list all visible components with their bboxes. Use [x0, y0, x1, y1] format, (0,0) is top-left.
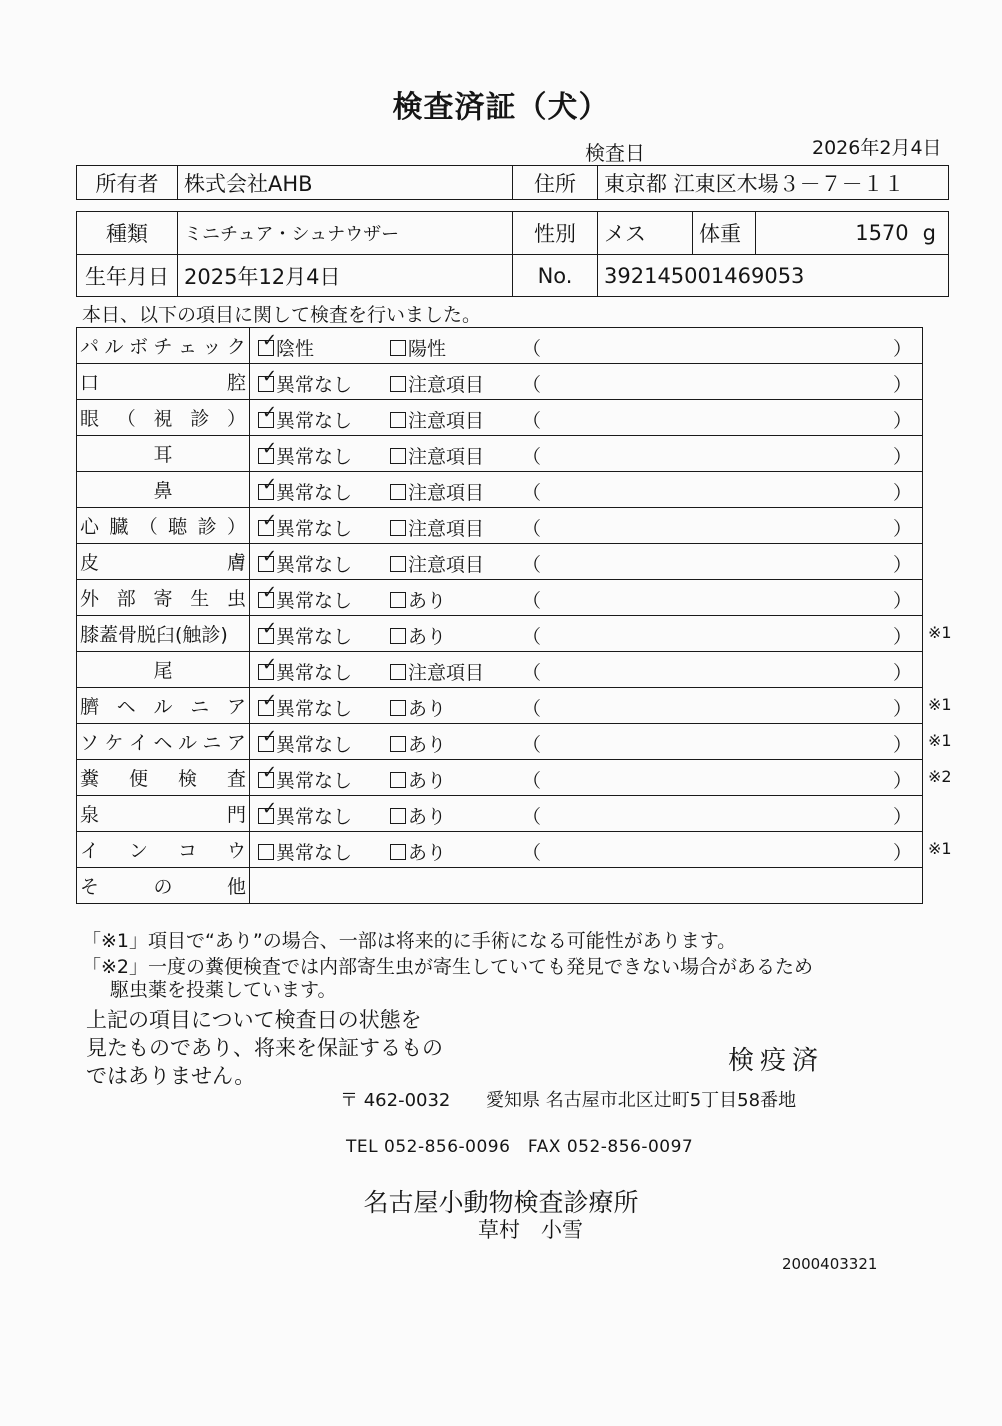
checklist-row [77, 364, 923, 400]
checklist-result [250, 868, 923, 904]
item-label-text: 耳 [153, 444, 173, 466]
checkbox-icon[interactable] [390, 700, 406, 716]
label-char: 診 [190, 408, 210, 430]
checklist-item-label [77, 724, 250, 760]
checkbox-checked-icon[interactable] [258, 330, 278, 356]
label-char: ヘ [153, 732, 173, 754]
label-char: パ [80, 336, 100, 358]
checklist-result [250, 328, 923, 364]
label-char: 外 [80, 588, 100, 610]
label-char: 臓 [109, 516, 129, 538]
checklist-result [250, 652, 923, 688]
option-normal[interactable] [258, 510, 353, 541]
label-char: ッ [202, 336, 222, 358]
checkbox-icon[interactable] [390, 556, 406, 572]
no-label: No. [513, 255, 598, 297]
checkbox-checked-icon[interactable] [258, 654, 278, 680]
item-label-text [80, 512, 246, 539]
label-char: ル [104, 336, 124, 358]
weight-label: 体重 [693, 212, 756, 254]
disclaimer-line: 見たものであり、将来を保証するもの [86, 1036, 443, 1060]
label-char: 診 [197, 516, 217, 538]
disclaimer-line: ではありません。 [86, 1064, 256, 1088]
remarks-paren-close: ） [892, 770, 912, 792]
option-label: あり [408, 842, 447, 864]
label-char: イ [80, 840, 100, 862]
label-char: 寄 [153, 588, 173, 610]
remarks-paren-open: （ [522, 446, 542, 468]
checkbox-icon[interactable] [390, 736, 406, 752]
item-label-text [80, 584, 246, 611]
remarks-paren-close: ） [892, 374, 912, 396]
check-mark-icon: ✓ [262, 798, 278, 819]
checklist-item-label [77, 652, 250, 688]
option-normal[interactable] [258, 582, 353, 613]
checkbox-checked-icon[interactable] [258, 402, 278, 428]
intro-text: 本日、以下の項目に関して検査を行いました。 [82, 304, 482, 326]
checklist-result [250, 580, 923, 616]
label-char: 生 [190, 588, 210, 610]
checklist-row [77, 832, 923, 868]
clinic-address: 愛知県 名古屋市北区辻町5丁目58番地 [486, 1090, 797, 1111]
checklist-result [250, 400, 923, 436]
option-normal[interactable] [258, 546, 353, 577]
check-mark-icon: ✓ [262, 402, 278, 423]
option-abnormal[interactable] [390, 766, 446, 793]
owner-table [76, 165, 949, 200]
option-label: 注意項目 [408, 554, 485, 576]
breed-value: ミニチュア・シュナウザー [178, 212, 513, 255]
check-mark-icon: ✓ [262, 510, 278, 531]
checkbox-icon[interactable] [390, 664, 406, 680]
option-label: 異常なし [276, 374, 353, 396]
checkbox-icon[interactable] [390, 448, 406, 464]
item-label-text [80, 548, 246, 575]
remarks-paren-close: ） [892, 554, 912, 576]
label-char: 部 [116, 588, 136, 610]
label-char: イ [128, 732, 148, 754]
option-label: 異常なし [276, 698, 353, 720]
check-mark-icon: ✓ [262, 762, 278, 783]
checklist-result [250, 760, 923, 796]
option-label: 注意項目 [408, 374, 485, 396]
label-char: ソ [80, 732, 100, 754]
option-label: 異常なし [276, 410, 353, 432]
check-mark-icon: ✓ [262, 330, 278, 351]
option-label: 異常なし [276, 806, 353, 828]
label-char: 泉 [80, 804, 100, 826]
item-label-text [80, 692, 246, 719]
item-label-text: 膝蓋骨脱臼(触診) [80, 624, 228, 646]
item-label-text [80, 764, 246, 791]
checklist-row [77, 508, 923, 544]
label-char: ン [128, 840, 148, 862]
item-label-text [80, 872, 246, 899]
birth-value: 2025年12月4日 [178, 255, 513, 297]
sex-weight-cell [598, 212, 949, 255]
checkbox-checked-icon[interactable] [258, 726, 278, 752]
option-label: 異常なし [276, 662, 353, 684]
checklist-item-label [77, 328, 250, 364]
item-label-text [80, 404, 246, 431]
check-mark-icon: ✓ [262, 726, 278, 747]
checklist-item-label [77, 688, 250, 724]
checklist-result [250, 364, 923, 400]
clinic-name: 名古屋小動物検査診療所 [363, 1188, 639, 1217]
option-label: 異常なし [276, 734, 353, 756]
exam-date-label: 検査日 [585, 141, 645, 165]
label-char: ェ [177, 336, 197, 358]
checkbox-checked-icon[interactable] [258, 546, 278, 572]
remarks-paren-open: （ [522, 770, 542, 792]
option-label: 異常なし [276, 842, 353, 864]
label-char: ニ [190, 696, 210, 718]
checkbox-icon[interactable] [390, 340, 406, 356]
checkbox-icon[interactable] [258, 844, 274, 860]
label-char: ル [153, 696, 173, 718]
weight-value: 1570 [855, 221, 909, 245]
option-label: あり [408, 698, 447, 720]
option-label: あり [408, 734, 447, 756]
label-char: ル [177, 732, 197, 754]
checklist-result [250, 616, 923, 652]
option-abnormal[interactable] [390, 334, 446, 361]
weight-unit: g [922, 221, 936, 245]
check-mark-icon: ✓ [262, 582, 278, 603]
checklist-result [250, 508, 923, 544]
checkbox-icon[interactable] [390, 808, 406, 824]
label-char: ア [226, 732, 246, 754]
item-label-text: 尾 [153, 660, 173, 682]
checklist-item-label [77, 868, 250, 904]
option-label: 異常なし [276, 554, 353, 576]
remarks-paren-close: ） [892, 734, 912, 756]
footnote-marker: ※1 [928, 839, 952, 858]
remarks-paren-close: ） [892, 590, 912, 612]
option-label: 異常なし [276, 446, 353, 468]
label-char: ケ [104, 732, 124, 754]
checkbox-checked-icon[interactable] [258, 798, 278, 824]
disclaimer-line: 上記の項目について検査日の状態を [86, 1008, 422, 1032]
remarks-paren-close: ） [892, 410, 912, 432]
option-abnormal[interactable] [390, 838, 446, 865]
remarks-paren-close: ） [892, 842, 912, 864]
remarks-paren-open: （ [522, 662, 542, 684]
remarks-paren-open: （ [522, 590, 542, 612]
checklist-row [77, 400, 923, 436]
microchip-number: 392145001469053 [598, 255, 949, 297]
checklist-item-label [77, 436, 250, 472]
breed-label: 種類 [77, 212, 178, 255]
item-label-text [80, 368, 246, 395]
option-label: 注意項目 [408, 410, 485, 432]
label-char: コ [177, 840, 197, 862]
option-abnormal[interactable] [390, 622, 446, 649]
item-label-text [80, 800, 246, 827]
option-label: 注意項目 [408, 662, 485, 684]
checklist-row [77, 436, 923, 472]
checkbox-icon[interactable] [390, 844, 406, 860]
option-normal[interactable] [258, 438, 353, 469]
checklist-row [77, 796, 923, 832]
label-char: 視 [153, 408, 173, 430]
remarks-paren-open: （ [522, 806, 542, 828]
checklist-item-label [77, 508, 250, 544]
remarks-paren-close: ） [892, 806, 912, 828]
checklist-result [250, 472, 923, 508]
option-label: 異常なし [276, 626, 353, 648]
option-normal[interactable] [258, 762, 353, 793]
checkbox-checked-icon[interactable] [258, 366, 278, 392]
checklist-item-label [77, 472, 250, 508]
document-number: 2000403321 [782, 1255, 878, 1273]
address-label: 住所 [513, 166, 598, 200]
option-label: 陰性 [276, 338, 315, 360]
checklist-result [250, 436, 923, 472]
remarks-paren-close: ） [892, 338, 912, 360]
option-label: 注意項目 [408, 482, 485, 504]
checkbox-icon[interactable] [390, 376, 406, 392]
option-label: あり [408, 590, 447, 612]
checklist-item-label [77, 616, 250, 652]
checklist-item-label [77, 544, 250, 580]
checklist-row [77, 868, 923, 904]
label-char: ク [226, 336, 246, 358]
option-abnormal[interactable] [390, 694, 446, 721]
quarantine-stamp: 検疫済 [728, 1046, 825, 1076]
label-char: 便 [128, 768, 148, 790]
remarks-paren-close: ） [892, 446, 912, 468]
option-abnormal[interactable] [390, 442, 484, 469]
checklist-item-label [77, 760, 250, 796]
label-char: 腔 [226, 372, 246, 394]
option-abnormal[interactable] [390, 730, 446, 757]
label-char: ） [226, 516, 246, 538]
label-char: そ [80, 876, 100, 898]
label-char: の [153, 876, 173, 898]
remarks-paren-close: ） [892, 518, 912, 540]
animal-table [76, 211, 949, 297]
option-abnormal[interactable] [390, 658, 484, 685]
label-char: 口 [80, 372, 100, 394]
option-label: 注意項目 [408, 518, 485, 540]
check-mark-icon: ✓ [262, 546, 278, 567]
checkbox-icon[interactable] [390, 484, 406, 500]
option-normal[interactable] [258, 838, 352, 865]
label-char: 眼 [80, 408, 100, 430]
owner-address: 東京都 江東区木場３－７－１１ [598, 166, 949, 200]
label-char: 検 [177, 768, 197, 790]
remarks-paren-open: （ [522, 482, 542, 504]
label-char: 他 [226, 876, 246, 898]
label-char: 膚 [226, 552, 246, 574]
option-label: 異常なし [276, 482, 353, 504]
item-label-text [80, 332, 246, 359]
option-label: 異常なし [276, 770, 353, 792]
remarks-paren-open: （ [522, 734, 542, 756]
note-2-line-2: 駆虫薬を投薬しています。 [110, 979, 337, 1001]
checklist-row [77, 616, 923, 652]
checkbox-icon[interactable] [390, 628, 406, 644]
checkbox-icon[interactable] [390, 592, 406, 608]
option-normal[interactable] [258, 654, 353, 685]
option-normal[interactable] [258, 726, 353, 757]
sex-value: メス [598, 212, 693, 254]
checklist-row [77, 652, 923, 688]
check-mark-icon: ✓ [262, 438, 278, 459]
weight-field [756, 212, 948, 254]
label-char: ヘ [116, 696, 136, 718]
remarks-paren-open: （ [522, 554, 542, 576]
sex-label: 性別 [513, 212, 598, 255]
footnote-marker: ※1 [928, 695, 952, 714]
veterinarian-name: 草村 小雪 [478, 1218, 583, 1242]
checkbox-icon[interactable] [390, 772, 406, 788]
owner-label: 所有者 [77, 166, 178, 200]
inspection-checklist [76, 327, 923, 904]
label-char: 虫 [226, 588, 246, 610]
exam-date: 2026年2月4日 [812, 137, 942, 159]
checklist-row [77, 544, 923, 580]
option-normal[interactable] [258, 474, 353, 505]
label-char: 心 [80, 516, 100, 538]
checklist-result [250, 544, 923, 580]
option-abnormal[interactable] [390, 514, 484, 541]
item-label-text [80, 836, 246, 863]
checklist-result [250, 688, 923, 724]
checklist-item-label [77, 364, 250, 400]
remarks-paren-open: （ [522, 518, 542, 540]
option-abnormal[interactable] [390, 586, 446, 613]
option-normal[interactable] [258, 402, 353, 433]
item-label-text [80, 728, 246, 755]
option-label: 異常なし [276, 590, 353, 612]
label-char: チ [153, 336, 173, 358]
postal-code: 〒 462-0032 [340, 1090, 451, 1111]
check-mark-icon: ✓ [262, 474, 278, 495]
option-normal[interactable] [258, 690, 353, 721]
birth-label: 生年月日 [77, 255, 178, 297]
option-abnormal[interactable] [390, 802, 446, 829]
checklist-result [250, 832, 923, 868]
remarks-paren-open: （ [522, 374, 542, 396]
remarks-paren-close: ） [892, 662, 912, 684]
checkbox-checked-icon[interactable] [258, 438, 278, 464]
checklist-result [250, 796, 923, 832]
label-char: ） [226, 408, 246, 430]
label-char: ウ [226, 840, 246, 862]
check-mark-icon: ✓ [262, 366, 278, 387]
label-char: 糞 [80, 768, 100, 790]
label-char: ニ [202, 732, 222, 754]
option-abnormal[interactable] [390, 478, 484, 505]
footnote-marker: ※2 [928, 767, 952, 786]
check-mark-icon: ✓ [262, 618, 278, 639]
clinic-address-line [340, 1086, 796, 1112]
checklist-item-label [77, 796, 250, 832]
option-abnormal[interactable] [390, 370, 484, 397]
checkbox-checked-icon[interactable] [258, 510, 278, 536]
label-char: 聴 [168, 516, 188, 538]
check-mark-icon: ✓ [262, 654, 278, 675]
remarks-paren-open: （ [522, 338, 542, 360]
checklist-row [77, 580, 923, 616]
check-mark-icon: ✓ [262, 690, 278, 711]
disclaimer [86, 1006, 443, 1090]
checkbox-checked-icon[interactable] [258, 474, 278, 500]
footnote-marker: ※1 [928, 623, 952, 642]
checkbox-checked-icon[interactable] [258, 582, 278, 608]
checklist-row [77, 472, 923, 508]
label-char: 臍 [80, 696, 100, 718]
checkbox-checked-icon[interactable] [258, 762, 278, 788]
clinic-contact: TEL 052-856-0096 FAX 052-856-0097 [346, 1137, 694, 1157]
label-char: ボ [128, 336, 148, 358]
checklist-item-label [77, 580, 250, 616]
remarks-paren-close: ） [892, 698, 912, 720]
checklist-row [77, 328, 923, 364]
checklist-item-label [77, 832, 250, 868]
checklist-row [77, 724, 923, 760]
checkbox-checked-icon[interactable] [258, 690, 278, 716]
label-char: 門 [226, 804, 246, 826]
remarks-paren-open: （ [522, 410, 542, 432]
option-normal[interactable] [258, 330, 315, 361]
checklist-row [77, 688, 923, 724]
option-normal[interactable] [258, 798, 353, 829]
checklist-item-label [77, 400, 250, 436]
owner-name: 株式会社AHB [178, 166, 513, 200]
label-char: ア [226, 696, 246, 718]
remarks-paren-open: （ [522, 842, 542, 864]
option-label: 陽性 [408, 338, 447, 360]
label-char: （ [116, 408, 136, 430]
certificate-title: 検査済証（犬） [392, 90, 610, 125]
footnote-marker: ※1 [928, 731, 952, 750]
checkbox-icon[interactable] [390, 412, 406, 428]
remarks-paren-close: ） [892, 482, 912, 504]
checklist-result [250, 724, 923, 760]
checkbox-checked-icon[interactable] [258, 618, 278, 644]
remarks-paren-open: （ [522, 698, 542, 720]
label-char: 査 [226, 768, 246, 790]
label-char: （ [138, 516, 158, 538]
option-normal[interactable] [258, 366, 353, 397]
checkbox-icon[interactable] [390, 520, 406, 536]
label-char: 皮 [80, 552, 100, 574]
option-normal[interactable] [258, 618, 353, 649]
option-label: あり [408, 770, 447, 792]
checklist-row [77, 760, 923, 796]
option-label: 注意項目 [408, 446, 485, 468]
option-label: あり [408, 626, 447, 648]
remarks-paren-open: （ [522, 626, 542, 648]
note-1: 「※1」項目で“あり”の場合、一部は将来的に手術になる可能性があります。 [82, 930, 737, 952]
note-2-line-1: 「※2」一度の糞便検査では内部寄生虫が寄生していても発見できない場合があるため [82, 956, 814, 978]
option-label: あり [408, 806, 447, 828]
remarks-paren-close: ） [892, 626, 912, 648]
option-label: 異常なし [276, 518, 353, 540]
option-abnormal[interactable] [390, 406, 484, 433]
item-label-text: 鼻 [153, 480, 173, 502]
option-abnormal[interactable] [390, 550, 484, 577]
